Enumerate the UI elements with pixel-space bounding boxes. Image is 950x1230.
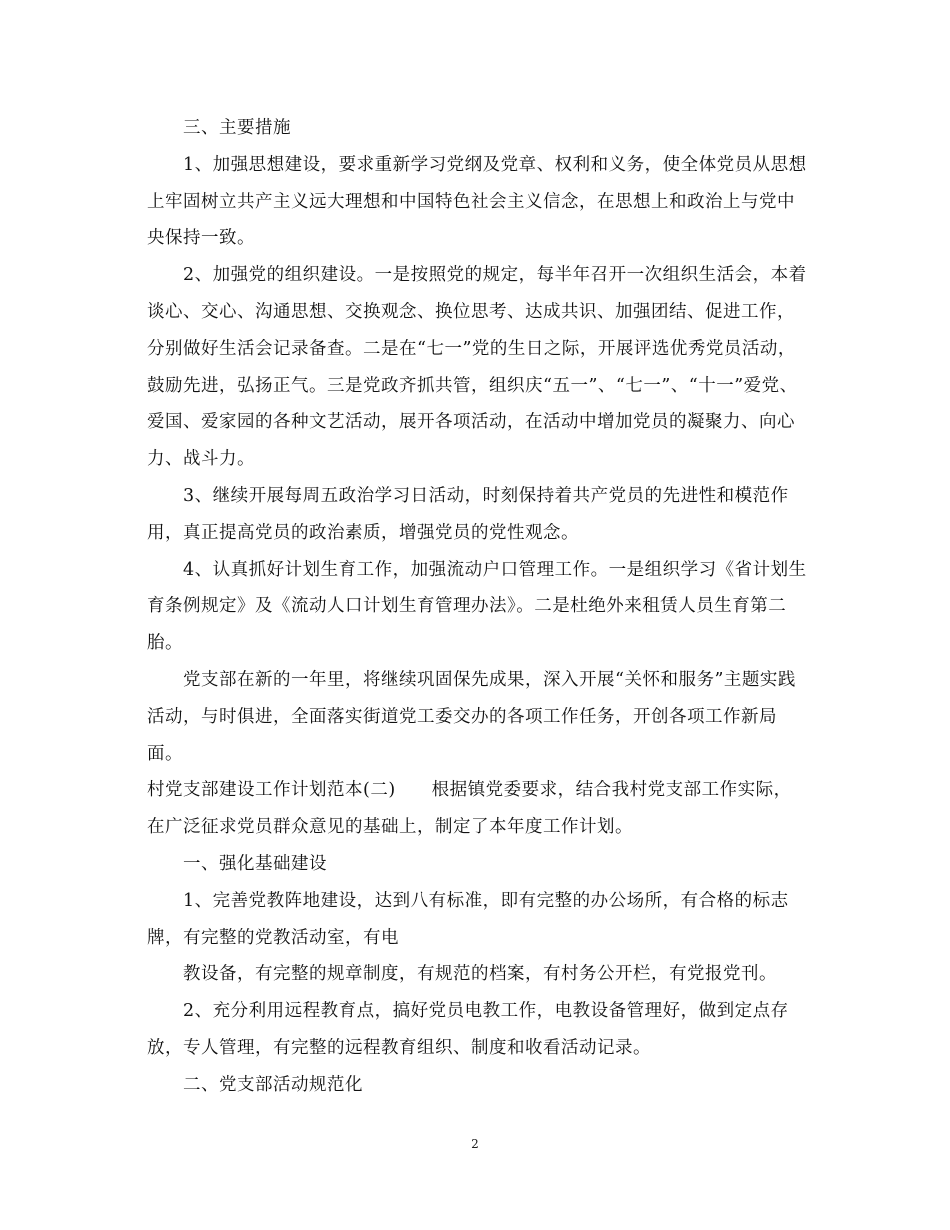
paragraph-education-equipment: 教设备，有完整的规章制度，有规范的档案，有村务公开栏，有党报党刊。	[183, 964, 777, 985]
paragraph-remote-education: 2、充分利用远程教育点，搞好党员电教工作，电教设备管理好，做到定点存放，专人管理，有完整的远程教育组织、制度和收看活动记录。	[147, 1001, 789, 1058]
section-heading-standardized-activities: 二、党支部活动规范化	[183, 1074, 363, 1095]
paragraph-family-planning: 4、认真抓好计划生育工作，加强流动户口管理工作。一是组织学习《省计划生育条例规定》及《流动人口计划生育管理办法》。二是杜绝外来租赁人员生育第二胎。	[147, 559, 807, 654]
plan-template-title: 村党支部建设工作计划范本(二)	[147, 780, 396, 801]
page-number: 2	[471, 1137, 479, 1151]
paragraph-political-study: 3、继续开展每周五政治学习日活动，时刻保持着共产党员的先进性和模范作用，真正提高党员的政治素质，增强党员的党性观念。	[147, 485, 789, 543]
paragraph-plan-template-two	[147, 772, 807, 846]
paragraph-education-position: 1、完善党教阵地建设，达到八有标准，即有完整的办公场所，有合格的标志牌，有完整的党教活动室，有电	[147, 890, 789, 948]
paragraph-organizational-building: 2、加强党的组织建设。一是按照党的规定，每半年召开一次组织生活会，本着谈心、交心、沟通思想、交换观念、换位思考、达成共识、加强团结、促进工作，分别做好生活会记录备查。二是在“七一”党的生日之际，开展评选优秀党员活动，鼓励先进，弘扬正气。三是党政齐抓共管，组织庆“五一”、“七一”、“十一”爱党、爱国、爱家园的各种文艺活动，展开各项活动，在活动中增加党员的凝聚力、向心力、战斗力。	[147, 265, 807, 470]
plan-template-intro: 根据镇党委要求，结合我村党支部工作实际，在广泛征求党员群众意见的基础上，制定了本年度工作计划。	[147, 780, 792, 838]
section-heading-basic-construction: 一、强化基础建设	[183, 853, 327, 874]
paragraph-ideological-building: 1、加强思想建设，要求重新学习党纲及党章、权利和义务，使全体党员从思想上牢固树立共产主义远大理想和中国特色社会主义信念，在思想上和政治上与党中央保持一致。	[147, 154, 807, 249]
paragraph-new-year-outlook: 党支部在新的一年里，将继续巩固保先成果，深入开展“关怀和服务”主题实践活动，与时俱进，全面落实街道党工委交办的各项工作任务，开创各项工作新局面。	[147, 669, 796, 764]
section-heading-main-measures: 三、主要措施	[183, 118, 291, 138]
document-body	[147, 110, 807, 1104]
